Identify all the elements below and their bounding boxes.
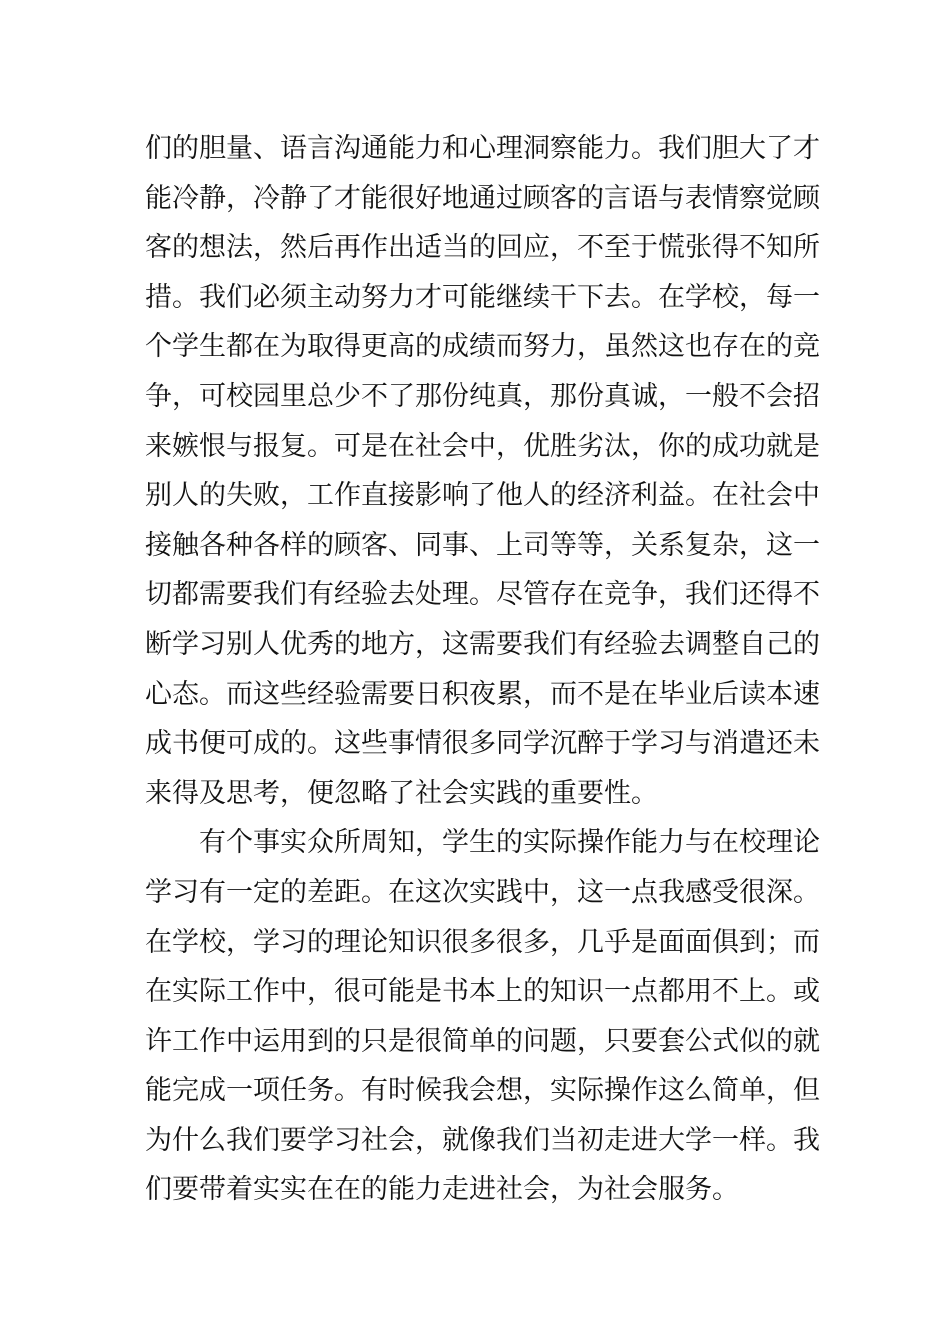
text-line: 心态。而这些经验需要日积夜累，而不是在毕业后读本速 xyxy=(145,678,820,710)
text-line: 断学习别人优秀的地方，这需要我们有经验去调整自己的 xyxy=(145,628,820,660)
text-line: 们的胆量、语言沟通能力和心理洞察能力。我们胆大了才 xyxy=(145,133,820,164)
text-line: 有个事实众所周知，学生的实际操作能力与在校理论 xyxy=(199,827,820,859)
body-text xyxy=(145,124,820,1215)
text-line: 能冷静，冷静了才能很好地通过顾客的言语与表情察觉顾 xyxy=(145,182,820,214)
text-line: 能完成一项任务。有时候我会想，实际操作这么简单，但 xyxy=(145,1075,820,1107)
text-line: 学习有一定的差距。在这次实践中，这一点我感受很深。 xyxy=(145,876,820,908)
text-line: 为什么我们要学习社会，就像我们当初走进大学一样。我 xyxy=(145,1124,820,1156)
paragraph-2 xyxy=(145,818,820,1215)
text-line: 别人的失败，工作直接影响了他人的经济利益。在社会中 xyxy=(145,480,820,512)
text-line: 客的想法，然后再作出适当的回应，不至于慌张得不知所 xyxy=(145,232,820,264)
text-line: 来得及思考，便忽略了社会实践的重要性。 xyxy=(145,777,658,809)
text-line: 成书便可成的。这些事情很多同学沉醉于学习与消遣还未 xyxy=(145,728,820,760)
text-line: 措。我们必须主动努力才可能继续干下去。在学校，每一 xyxy=(145,281,820,313)
text-line: 在学校，学习的理论知识很多很多，几乎是面面俱到；而 xyxy=(145,926,820,958)
text-line: 们要带着实实在在的能力走进社会，为社会服务。 xyxy=(145,1174,739,1206)
text-line: 在实际工作中，很可能是书本上的知识一点都用不上。或 xyxy=(145,976,820,1008)
text-line: 争，可校园里总少不了那份纯真，那份真诚，一般不会招 xyxy=(145,380,820,412)
paragraph-1 xyxy=(145,124,820,818)
text-line: 个学生都在为取得更高的成绩而努力，虽然这也存在的竞 xyxy=(145,331,820,363)
text-line: 来嫉恨与报复。可是在社会中，优胜劣汰，你的成功就是 xyxy=(145,430,820,462)
text-line: 许工作中运用到的只是很简单的问题，只要套公式似的就 xyxy=(145,1025,820,1057)
text-line: 切都需要我们有经验去处理。尽管存在竞争，我们还得不 xyxy=(145,579,820,611)
text-line: 接触各种各样的顾客、同事、上司等等，关系复杂，这一 xyxy=(145,529,820,561)
